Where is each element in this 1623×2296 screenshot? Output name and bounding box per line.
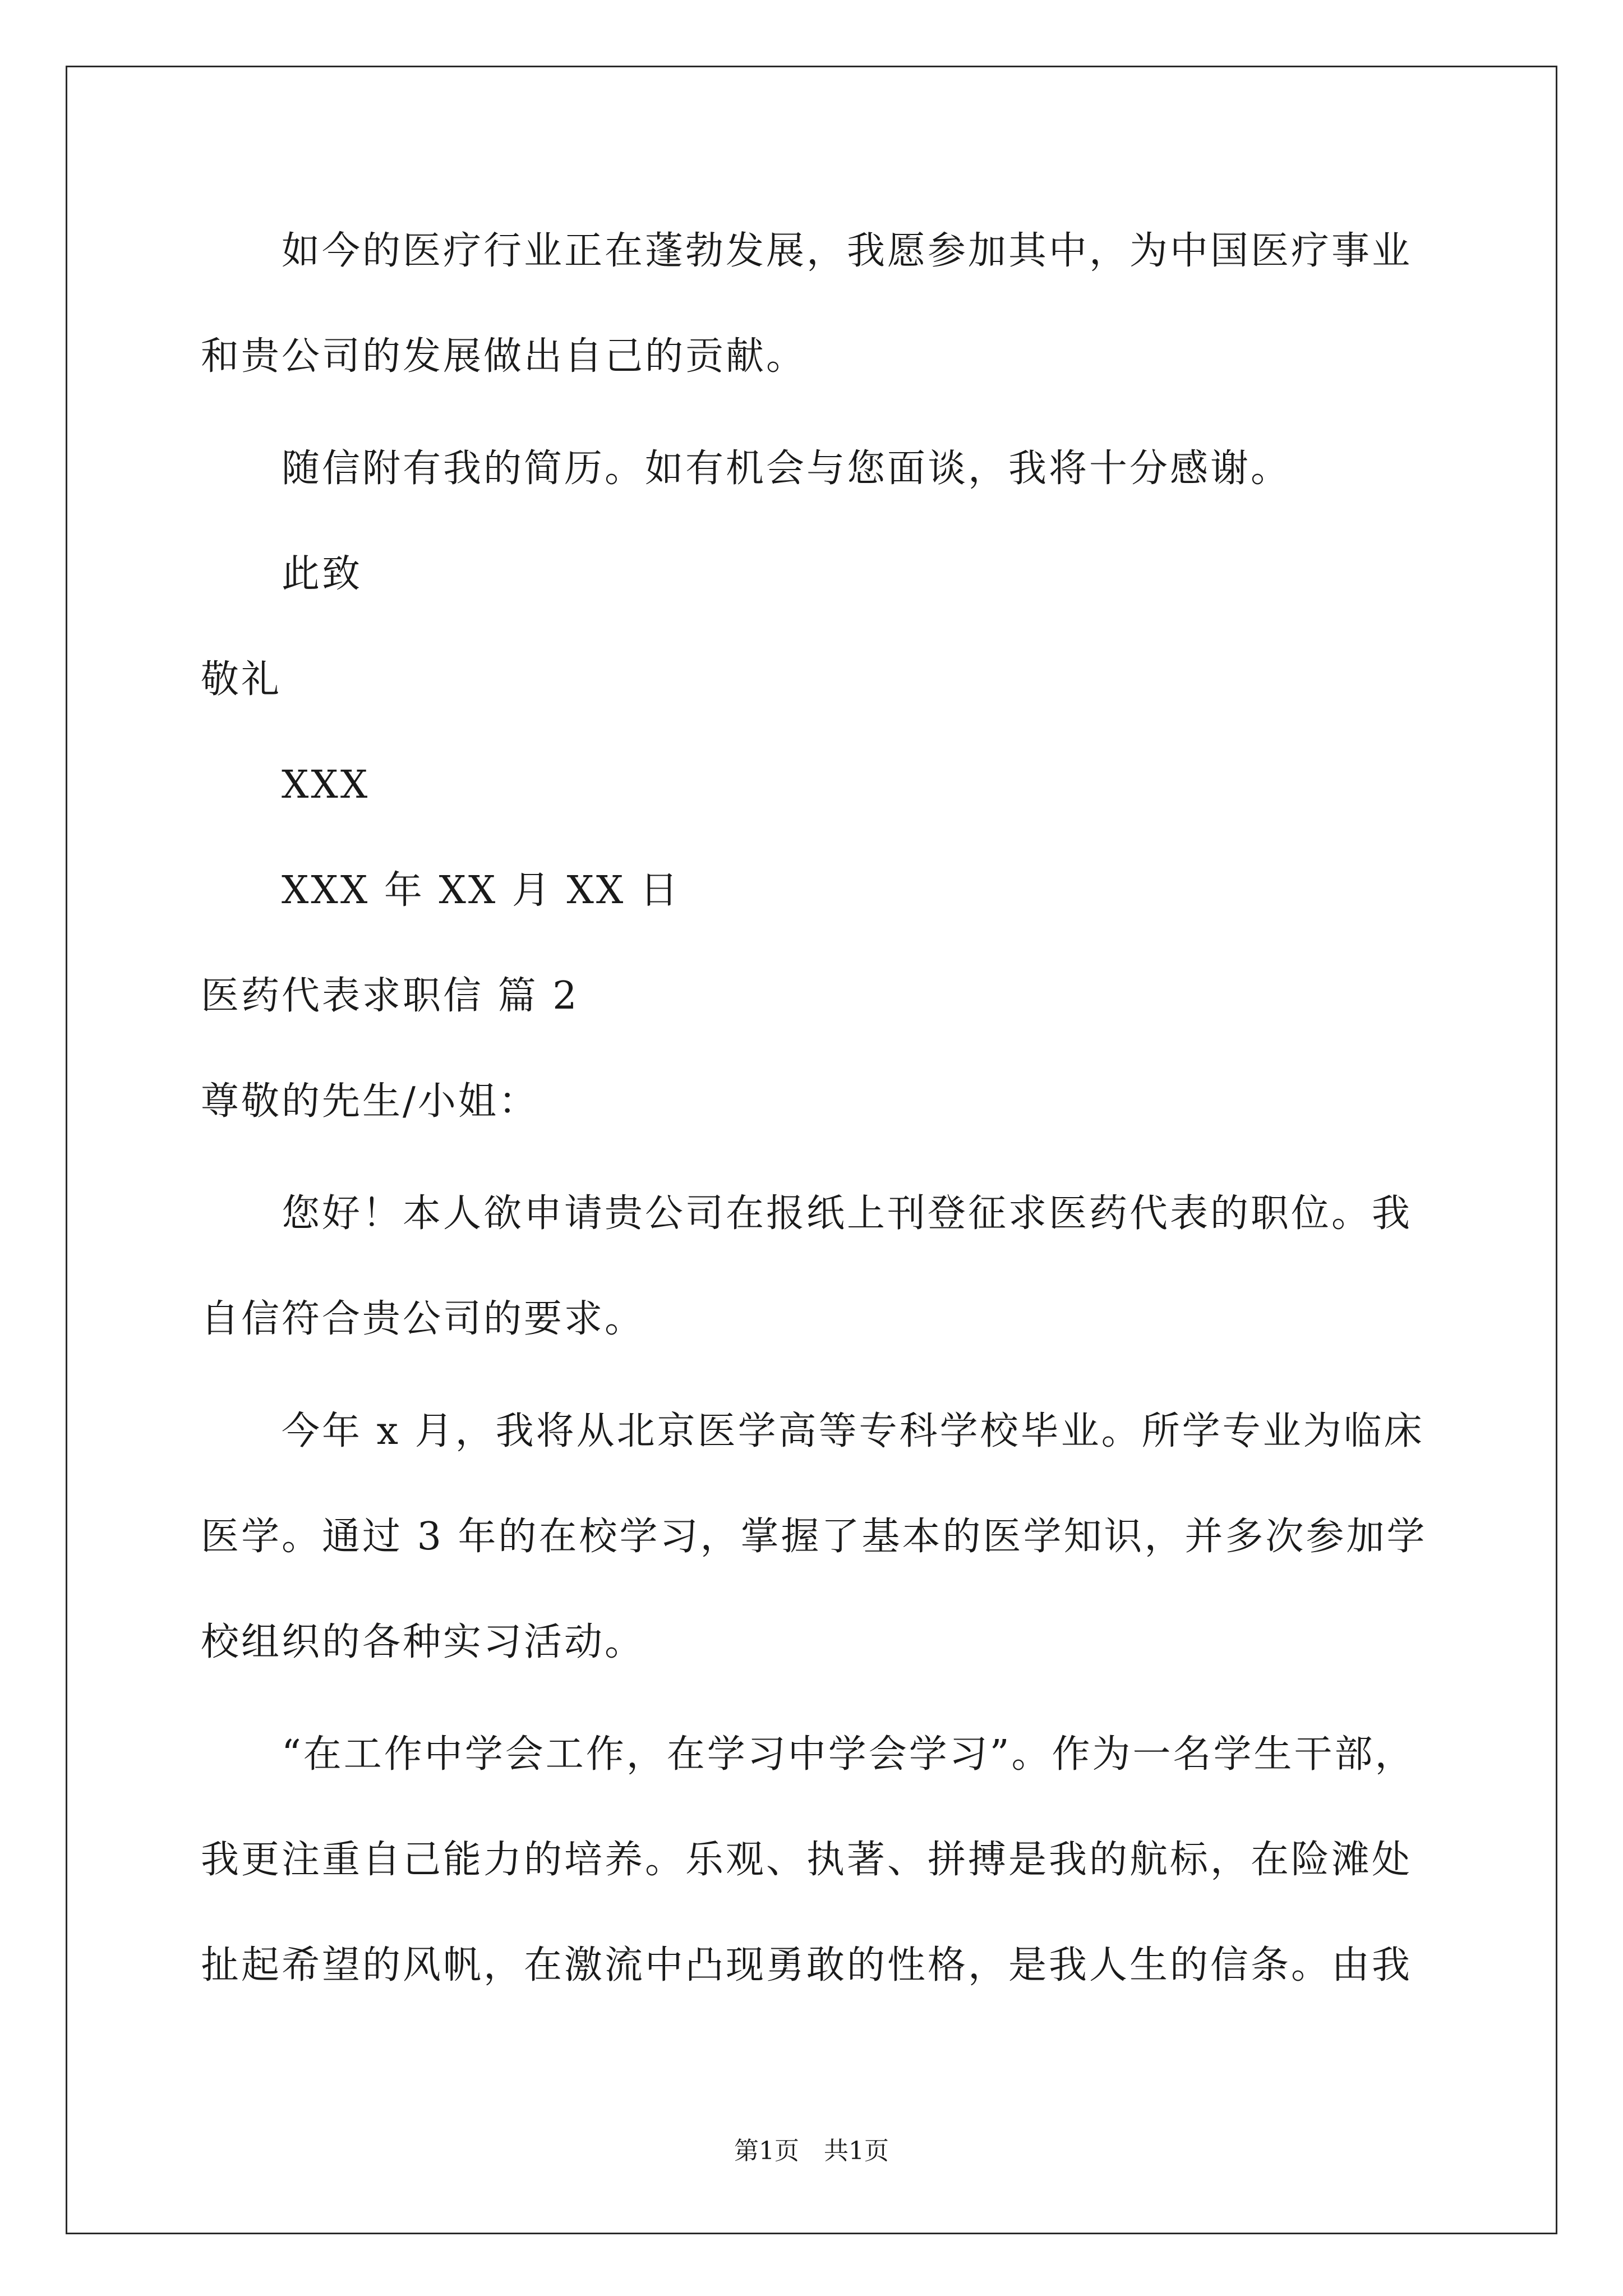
paragraph-line: 校组织的各种实习活动。 — [201, 1620, 645, 1664]
paragraph-line: 自信符合贵公司的要求。 — [201, 1297, 645, 1341]
greeting-line: 尊敬的先生/小姐： — [201, 1079, 539, 1124]
paragraph-line: 今年 x 月，我将从北京医学高等专科学校毕业。所学专业为临床 — [282, 1409, 1424, 1453]
paragraph-line: 我更注重自己能力的培养。乐观、执著、拼搏是我的航标，在险滩处 — [201, 1838, 1413, 1882]
paragraph-line: 您好！本人欲申请贵公司在报纸上刊登征求医药代表的职位。我 — [282, 1191, 1413, 1236]
closing-regards: 敬礼 — [201, 657, 282, 702]
paragraph-line: 如今的医疗行业正在蓬勃发展，我愿参加其中，为中国医疗事业 — [282, 229, 1413, 273]
signature-name: XXX — [282, 763, 370, 807]
page-footer: 第1页 共1页 — [734, 2137, 889, 2165]
paragraph-line: 随信附有我的简历。如有机会与您面谈，我将十分感谢。 — [282, 447, 1292, 491]
paragraph-line: 医学。通过 3 年的在校学习，掌握了基本的医学知识，并多次参加学 — [201, 1515, 1427, 1559]
paragraph-line: “在工作中学会工作，在学习中学会学习”。作为一名学生干部， — [282, 1732, 1415, 1777]
closing-salutation: 此致 — [282, 552, 363, 596]
paragraph-line: 扯起希望的风帆，在激流中凸现勇敢的性格，是我人生的信条。由我 — [201, 1943, 1413, 1987]
section-heading: 医药代表求职信 篇 2 — [201, 974, 579, 1018]
signature-date: XXX 年 XX 月 XX 日 — [282, 868, 680, 913]
paragraph-line: 和贵公司的发展做出自己的贡献。 — [201, 334, 807, 379]
